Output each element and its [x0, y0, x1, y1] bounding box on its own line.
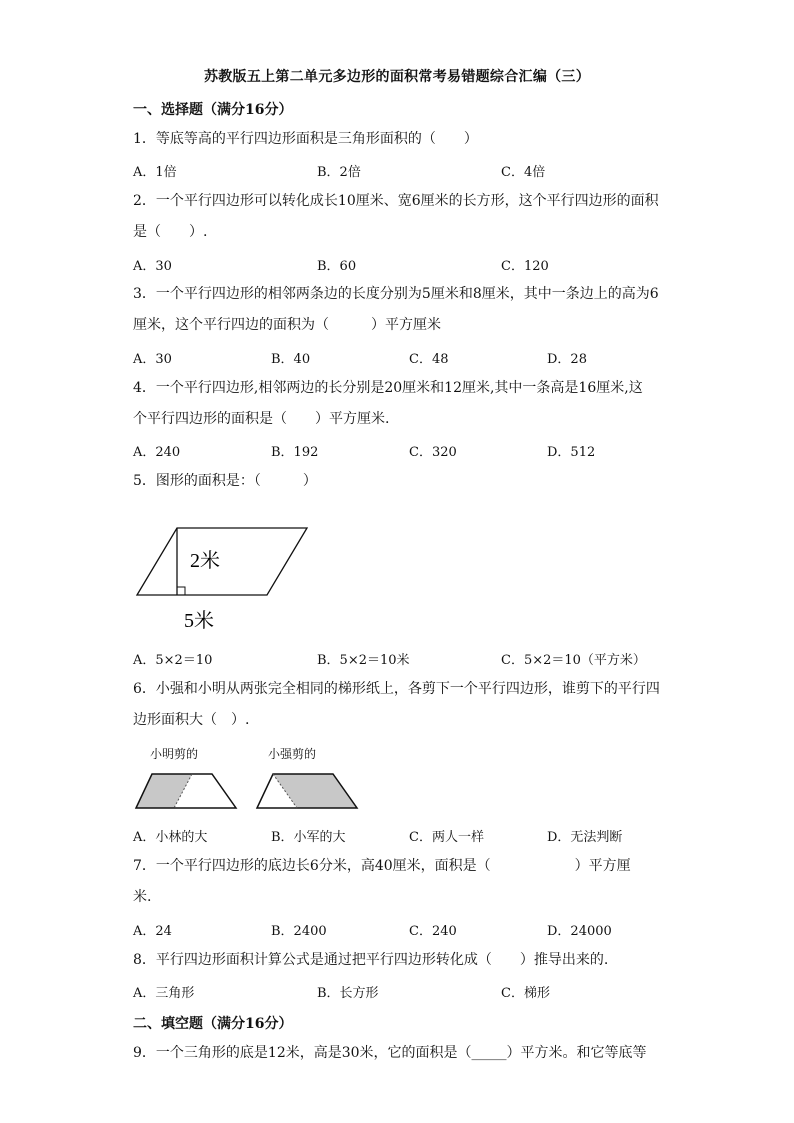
right-angle-mark	[177, 587, 185, 595]
question-4	[133, 373, 663, 435]
question-2-line2: 是（ ）.	[133, 224, 208, 240]
question-4-line1: 4．一个平行四边形,相邻两边的长分别是20厘米和12厘米,其中一条高是16厘米,这	[133, 380, 643, 396]
question-7-line2: 米.	[133, 889, 152, 905]
question-3	[133, 279, 663, 341]
option-d: D．512	[547, 445, 596, 460]
question-1: 1．等底等高的平行四边形面积是三角形面积的（ ）	[133, 131, 478, 147]
question-8-options	[133, 982, 673, 1002]
option-a: A．小林的大	[133, 830, 208, 845]
option-b: B．5×2＝10米	[317, 653, 410, 668]
question-3-line1: 3．一个平行四边形的相邻两条边的长度分别为5厘米和8厘米，其中一条边上的高为6	[133, 286, 659, 302]
section-heading-choice: 一、选择题（满分16分）	[133, 102, 293, 118]
base-label: 5米	[184, 610, 214, 632]
height-label: 2米	[190, 550, 220, 572]
option-c: C．梯形	[501, 986, 550, 1001]
option-a: A．30	[133, 259, 172, 274]
question-6-options	[133, 826, 673, 846]
parallelogram-shape	[137, 528, 307, 595]
question-2-line1: 2．一个平行四边形可以转化成长10厘米、宽6厘米的长方形，这个平行四边形的面积	[133, 193, 659, 209]
question-2	[133, 186, 663, 248]
parallelogram-figure	[132, 520, 312, 635]
question-6-line1: 6．小强和小明从两张完全相同的梯形纸上，各剪下一个平行四边形，谁剪下的平行四	[133, 681, 660, 697]
question-3-line2: 厘米，这个平行四边的面积为（ ）平方厘米	[133, 317, 441, 333]
question-9: 9．一个三角形的底是12米，高是30米，它的面积是（_____）平方米。和它等底等	[133, 1045, 647, 1061]
option-a: A．30	[133, 352, 172, 367]
question-2-options	[133, 255, 673, 275]
figure-label-xiaoqiang: 小强剪的	[268, 747, 317, 761]
option-b: B．长方形	[317, 986, 379, 1001]
figure-label-xiaoming: 小明剪的	[150, 747, 199, 761]
question-4-options	[133, 441, 673, 461]
question-7	[133, 851, 663, 913]
question-8: 8．平行四边形面积计算公式是通过把平行四边形转化成（ ）推导出来的.	[133, 952, 609, 968]
option-c: C．120	[501, 259, 549, 274]
option-b: B．2倍	[317, 165, 361, 180]
question-5-options	[133, 649, 673, 669]
option-b: B．192	[271, 445, 319, 460]
option-b: B．40	[271, 352, 311, 367]
option-b: B．2400	[271, 924, 327, 939]
section-heading-fill-blank: 二、填空题（满分16分）	[133, 1016, 293, 1032]
option-c: C．320	[409, 445, 457, 460]
option-c: C．两人一样	[409, 830, 484, 845]
option-a: A．三角形	[133, 986, 195, 1001]
question-3-options	[133, 348, 673, 368]
question-6	[133, 674, 663, 736]
trapezoid-figure-xiaoming	[132, 770, 242, 812]
option-c: C．240	[409, 924, 457, 939]
question-5: 5．图形的面积是：（ ）	[133, 473, 317, 489]
option-b: B．小军的大	[271, 830, 346, 845]
question-6-line2: 边形面积大（ ）.	[133, 712, 250, 728]
option-a: A．240	[133, 445, 181, 460]
option-c: C．4倍	[501, 165, 546, 180]
question-7-line1: 7．一个平行四边形的底边长6分米，高40厘米，面积是（ ）平方厘	[133, 858, 631, 874]
question-4-line2: 个平行四边形的面积是（ ）平方厘米.	[133, 411, 390, 427]
option-c: C．5×2＝10（平方米）	[501, 653, 646, 668]
option-a: A．24	[133, 924, 172, 939]
page-title: 苏教版五上第二单元多边形的面积常考易错题综合汇编（三）	[203, 69, 591, 85]
option-b: B．60	[317, 259, 357, 274]
option-a: A．5×2＝10	[133, 653, 213, 668]
question-7-options	[133, 920, 673, 940]
option-d: D．24000	[547, 924, 612, 939]
option-d: D．无法判断	[547, 830, 623, 845]
option-c: C．48	[409, 352, 449, 367]
option-d: D．28	[547, 352, 587, 367]
option-a: A．1倍	[133, 165, 177, 180]
trapezoid-figure-xiaoqiang	[253, 770, 363, 812]
question-1-options	[133, 161, 673, 181]
